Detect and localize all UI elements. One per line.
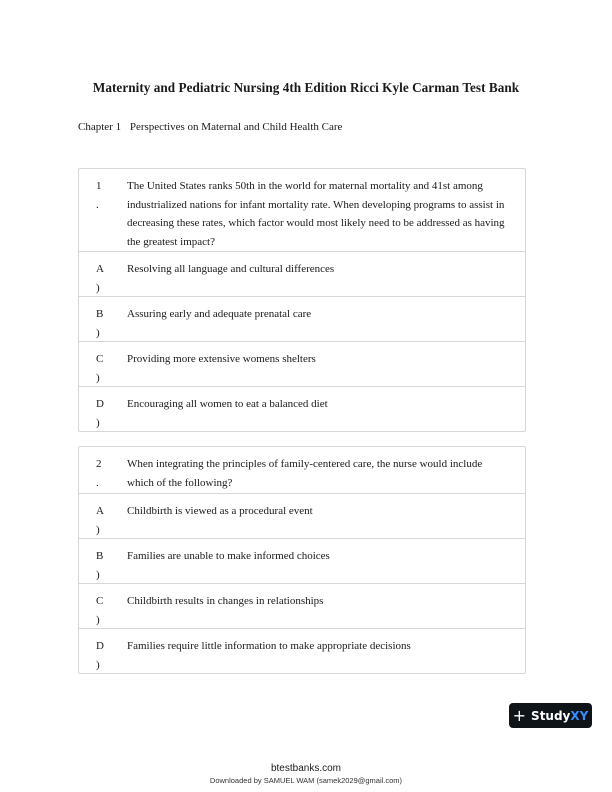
option-letter [96, 305, 106, 343]
option-letter [96, 395, 106, 433]
option-text: Families require little information to make appropriate decisions [127, 640, 411, 652]
option-letter-value: C [96, 595, 104, 607]
document-title: Maternity and Pediatric Nursing 4th Edition Ricci Kyle Carman Test Bank [92, 80, 520, 95]
answer-option[interactable] [79, 628, 525, 673]
label-punctuation: ) [96, 417, 100, 429]
label-punctuation: ) [96, 569, 100, 581]
option-letter-value: A [96, 263, 104, 275]
option-text: Childbirth results in changes in relationships [127, 595, 324, 607]
option-letter-value: B [96, 308, 104, 320]
answer-option[interactable] [79, 538, 525, 583]
option-text: Childbirth is viewed as a procedural event [127, 505, 313, 517]
footer-downloaded-by: Downloaded by SAMUEL WAM (samek2029@gmail.com) [209, 776, 403, 785]
studyxy-badge[interactable] [509, 703, 592, 728]
option-text: Encouraging all women to eat a balanced diet [127, 398, 328, 410]
option-letter-value: A [96, 505, 104, 517]
option-letter [96, 592, 106, 630]
answer-option[interactable] [79, 583, 525, 628]
option-letter-value: D [96, 640, 104, 652]
answer-option[interactable] [79, 296, 525, 341]
chapter-number: Chapter 1 [78, 121, 122, 133]
label-punctuation: ) [96, 372, 100, 384]
label-punctuation: ) [96, 282, 100, 294]
option-letter-value: C [96, 353, 104, 365]
option-letter [96, 260, 106, 298]
question-stem-row [79, 169, 525, 251]
question-block [78, 168, 526, 432]
option-text: Resolving all language and cultural differences [127, 263, 335, 275]
question-stem: When integrating the principles of family-centered care, the nurse would include which of the following? [127, 458, 483, 489]
answer-option[interactable] [79, 493, 525, 538]
label-punctuation: . [96, 477, 99, 489]
brand-name-main: Study [531, 708, 571, 723]
option-letter-value: B [96, 550, 104, 562]
question-number [96, 455, 106, 493]
question-number-value: 1 [96, 180, 102, 192]
question-number [96, 177, 106, 215]
option-text: Families are unable to make informed choices [127, 550, 330, 562]
option-letter [96, 350, 106, 388]
answer-option[interactable] [79, 386, 525, 431]
label-punctuation: . [96, 199, 99, 211]
option-letter [96, 637, 106, 675]
question-stem-row [79, 447, 525, 493]
brand-name-accent: XY [570, 708, 589, 723]
question-number-value: 2 [96, 458, 102, 470]
option-text: Providing more extensive womens shelters [127, 353, 316, 365]
plus-icon: + [512, 705, 527, 725]
brand-name [531, 709, 588, 723]
option-text: Assuring early and adequate prenatal care [127, 308, 312, 320]
answer-option[interactable] [79, 251, 525, 296]
footer-site[interactable]: btestbanks.com [270, 763, 342, 774]
option-letter [96, 547, 106, 585]
label-punctuation: ) [96, 524, 100, 536]
chapter-title: Perspectives on Maternal and Child Health Care [129, 121, 343, 133]
question-block [78, 446, 526, 674]
option-letter [96, 502, 106, 540]
label-punctuation: ) [96, 659, 100, 671]
chapter-heading [78, 121, 342, 133]
label-punctuation: ) [96, 614, 100, 626]
label-punctuation: ) [96, 327, 100, 339]
option-letter-value: D [96, 398, 104, 410]
question-stem: The United States ranks 50th in the world for maternal mortality and 41st among industrialized nations for infant mortality rate. When developing programs to assist in decreasing these rates, which factor would most likely need to be addressed as having the greatest impact? [127, 180, 505, 248]
answer-option[interactable] [79, 341, 525, 386]
